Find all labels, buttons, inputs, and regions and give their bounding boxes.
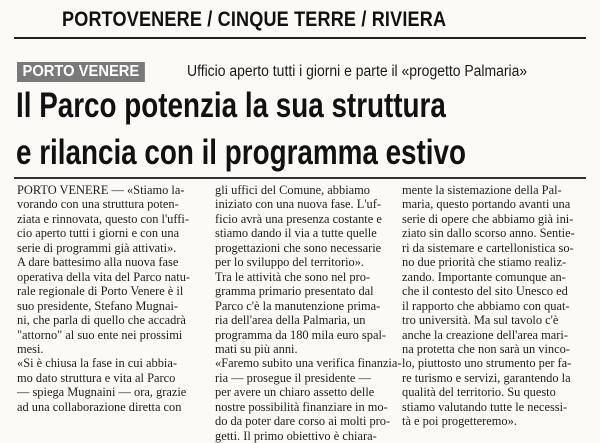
article-line: rale regionale di Porto Venere è il	[17, 284, 184, 299]
kicker	[17, 62, 156, 82]
headline-line-2: e rilancia con il programma estivo	[16, 133, 467, 172]
article-line: anche la creazione dell'area mari-	[402, 327, 568, 342]
article-line: «Faremo subito una verifica finanzia-	[215, 356, 402, 371]
article-line: maria, questo portando avanti una	[402, 197, 571, 212]
section-header: PORTOVENERE / CINQUE TERRE / RIVIERA	[62, 8, 447, 31]
article-line: «Si è chiusa la fase in cui abbia-	[17, 356, 177, 371]
article-line: no due priorità che stiamo realiz-	[402, 255, 567, 270]
article-line: stiamo valutando tutte le necessi-	[402, 399, 568, 414]
article-line: serie di programmi già attivati».	[17, 240, 177, 255]
article-line: gli uffici del Comune, abbiamo	[215, 183, 370, 197]
article-line: programma da 180 mila euro spal-	[215, 327, 387, 342]
article-line: — spiega Mugnaini — ora, grazie	[17, 385, 187, 400]
article-line: per lo sviluppo del territorio».	[215, 255, 365, 270]
article-line: ad una collaborazione diretta con	[17, 399, 182, 414]
article-line: ficio avrà una presenza costante e	[215, 211, 382, 226]
article-line: progettazioni che sono necessarie	[215, 240, 382, 255]
article-line: ziato sin dallo scorso anno. Sentie-	[402, 226, 575, 241]
article-line: per avere un chiaro assetto delle	[215, 385, 375, 400]
article-line: tà e poi progetteremo».	[402, 414, 517, 429]
article-line: ni, che parla di quello che accadrà	[17, 313, 186, 328]
article-line: mati su più anni.	[215, 341, 298, 356]
location-badge: PORTO VENERE	[17, 62, 145, 82]
article-line: na protetta che non sarà un vinco-	[402, 341, 570, 356]
article-line: cio aperto tutti i giorni e con una	[17, 226, 180, 241]
article-line: lo, piuttosto uno strumento per fa-	[402, 356, 572, 371]
article-line: ria — prosegue il presidente —	[215, 370, 371, 385]
article-line: stiamo dando il via a tutte quelle	[215, 226, 377, 241]
article-line: re turismo e servizi, garantendo la	[402, 370, 571, 385]
article-line: Tra le attività che sono nel pro-	[215, 269, 371, 284]
article-column-2	[215, 183, 402, 443]
article-line: getti. Il primo obiettivo è chiara-	[215, 428, 377, 443]
article-line: serie di opere che abbiamo già ini-	[402, 211, 574, 226]
article-line: A dare battesimo alla nuova fase	[17, 255, 179, 270]
article-line: ria dell'area della Palmaria, un	[215, 313, 366, 328]
header-rule	[14, 37, 586, 39]
article-line: PORTO VENERE — «Stiamo la-	[17, 183, 185, 197]
article-line: che il contesto del sito Unesco ed	[402, 284, 568, 299]
article-line: do da poter dare corso ai molti pro-	[215, 414, 391, 429]
article-line: suo presidente, Stefano Mugnai-	[17, 298, 179, 313]
article-line: il rapporto che abbiamo con quat-	[402, 298, 570, 313]
article-line: ri da sistemare e cartellonistica so-	[402, 240, 574, 255]
article-line: zando. Importante comunque an-	[402, 269, 566, 284]
article-line: operativa della vita del Parco natu-	[17, 269, 191, 284]
article-line: qualità del territorio. Su questo	[402, 385, 556, 400]
article-line: vorando con una struttura poten-	[17, 197, 179, 212]
article-line: nostre possibilità finanziare in mo-	[215, 399, 388, 414]
article-line: mesi.	[17, 341, 44, 356]
article-line: iniziato con una nuova fase. L'uf-	[215, 197, 382, 212]
article-line: ziata e rinnovata, questo con l'uffi-	[17, 211, 189, 226]
article-line: mente la sistemazione della Pal-	[402, 183, 562, 197]
article-line: tro università. Ma sul tavolo c'è	[402, 313, 559, 328]
article-column-3	[402, 183, 584, 429]
kicker-text: Ufficio aperto tutti i giorni e parte il «progetto Palmaria»	[187, 63, 528, 80]
article-line: Parco c'è la manutenzione prima-	[215, 298, 381, 313]
headline-rule	[14, 177, 586, 179]
headline-line-1: Il Parco potenzia la sua struttura	[16, 86, 446, 125]
article-line: "attorno" al suo ente nei prossimi	[17, 327, 183, 342]
article-line: gramma primario presentato dal	[215, 284, 374, 299]
article-line: mo dato struttura e vita al Parco	[17, 370, 176, 385]
article-column-1	[17, 183, 199, 414]
